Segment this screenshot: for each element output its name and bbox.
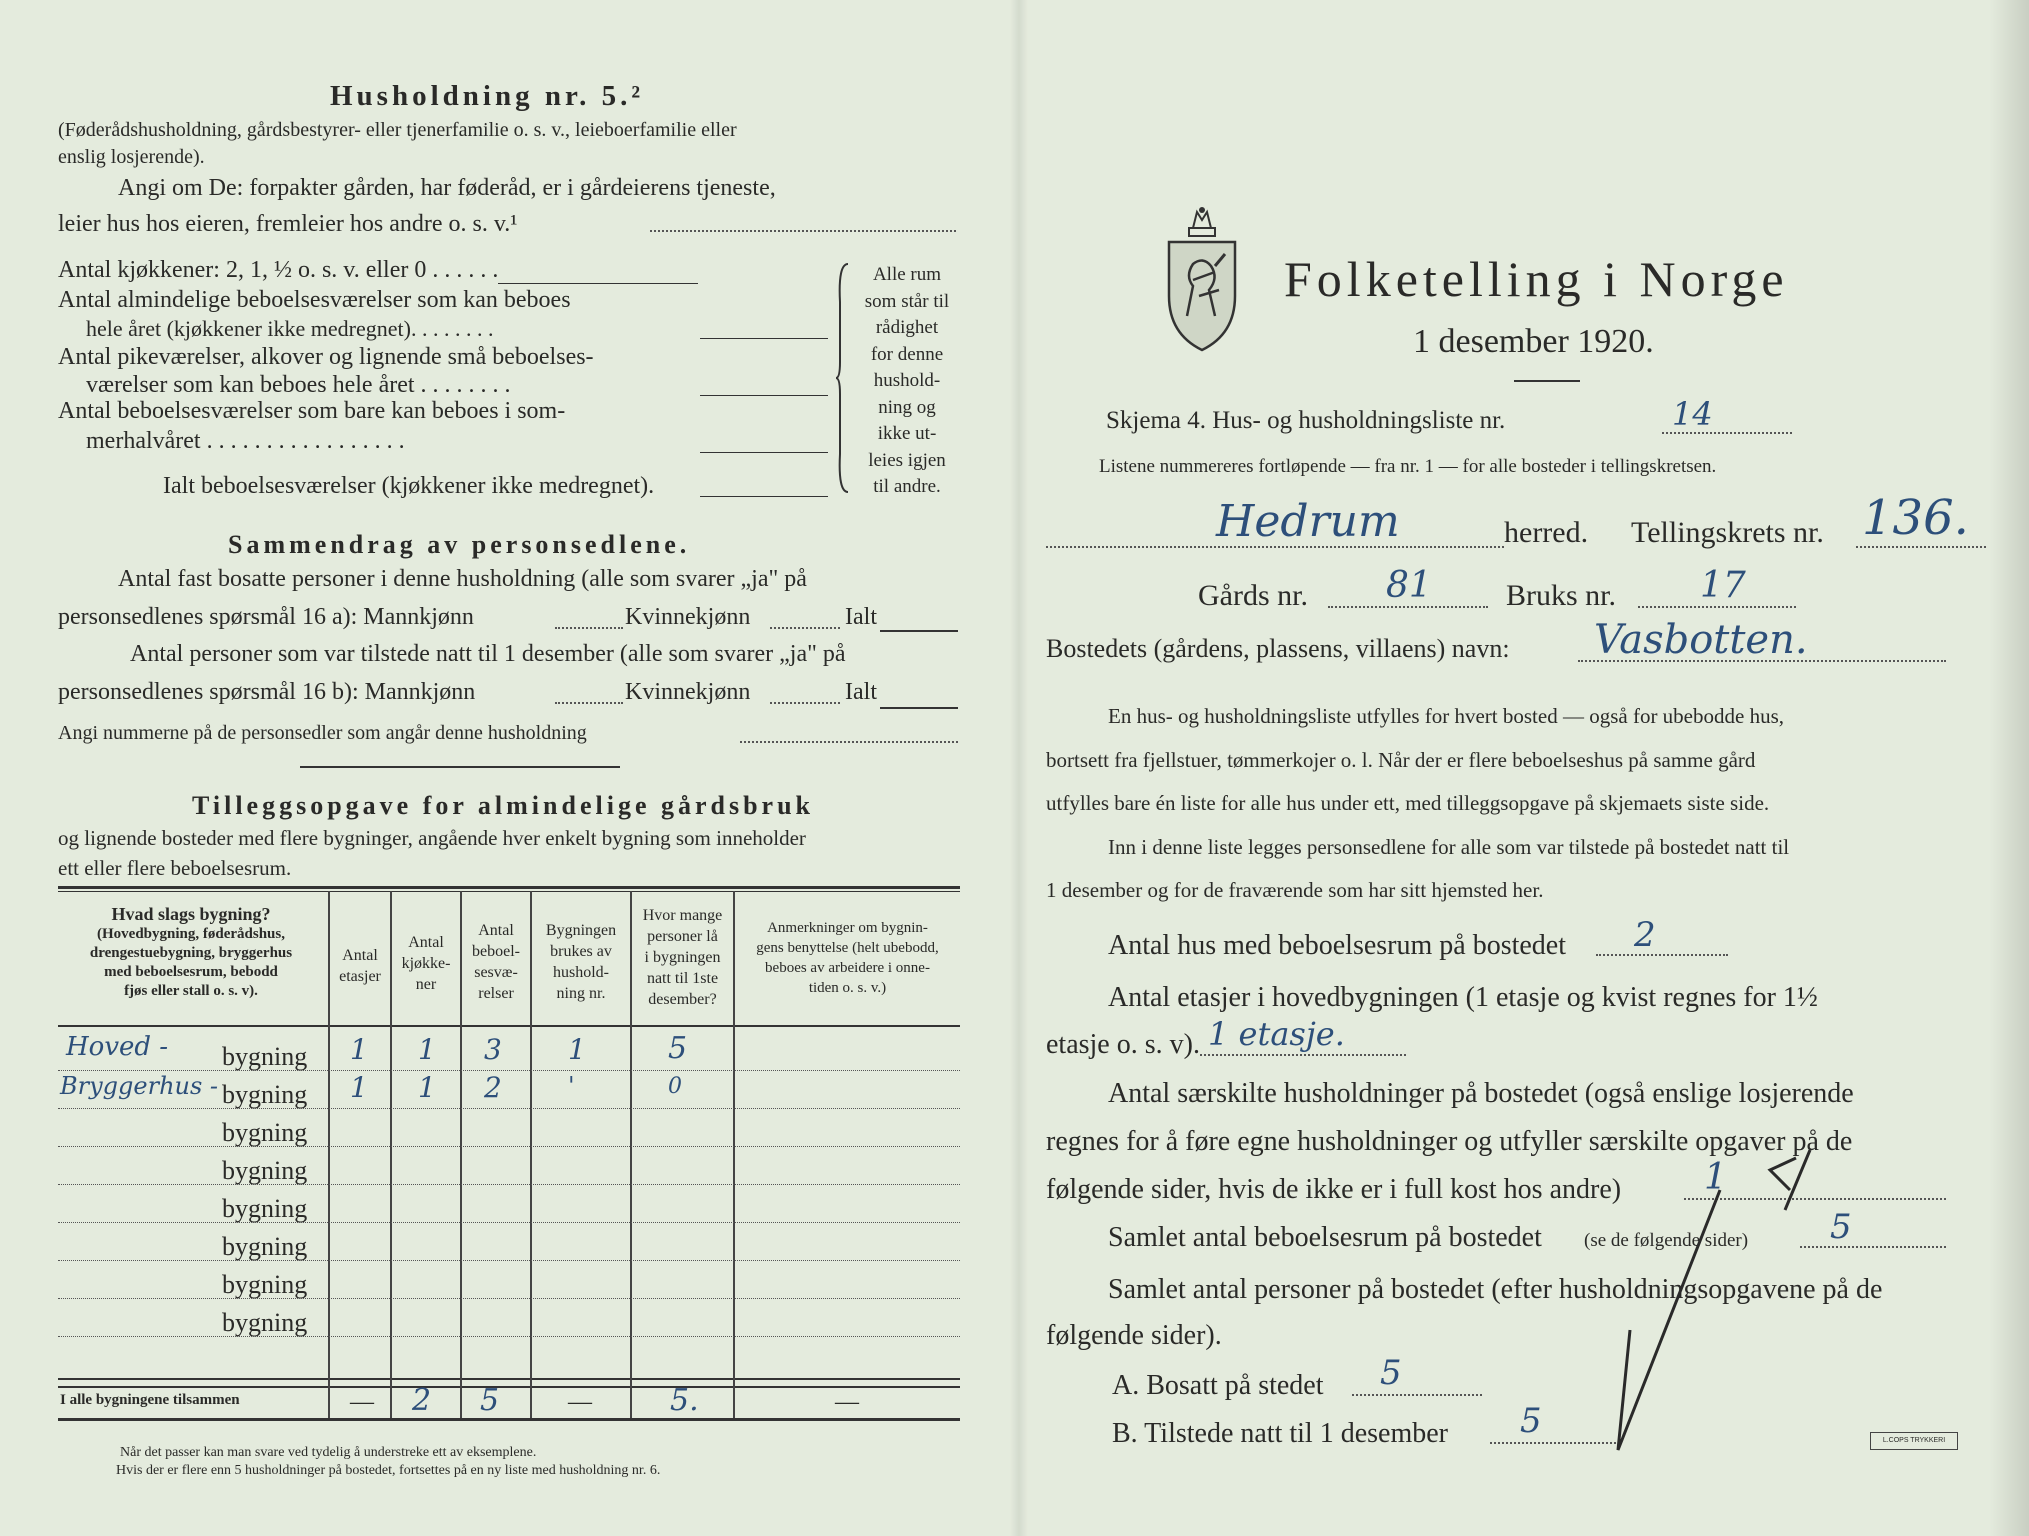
- page-fold: [1010, 0, 1028, 1536]
- rooms-total-line: [700, 496, 828, 497]
- gards-label: Gårds nr.: [1198, 579, 1308, 612]
- header-persons: [632, 905, 733, 1010]
- brace-note-line: leies igjen: [868, 449, 946, 471]
- row-kitchens: 1: [418, 1071, 436, 1104]
- skjema-label: Skjema 4. Hus- og husholdningsliste nr.: [1106, 407, 1506, 434]
- summary-resident-male-label: personsedlenes spørsmål 16 a): Mannkjønn: [58, 604, 474, 630]
- krets-line: [1856, 546, 1986, 548]
- header-line: Antal: [342, 947, 378, 964]
- bruks-value: 17: [1700, 565, 1746, 606]
- header-building-type-title: Hvad slags bygning?: [111, 904, 271, 924]
- header-kitchens: [392, 932, 460, 995]
- header-line: relser: [478, 985, 514, 1002]
- bruks-label: Bruks nr.: [1506, 579, 1617, 612]
- samlet-rum-value: 5: [1830, 1207, 1852, 1247]
- norway-coat-of-arms-icon: [1163, 206, 1241, 354]
- header-line: i bygningen: [644, 949, 721, 966]
- row-label: bygning: [222, 1080, 308, 1109]
- total-label: I alle bygningene tilsammen: [60, 1392, 240, 1408]
- table-total-top: [58, 1378, 960, 1380]
- husholdninger-label-3: følgende sider, hvis de ikke er i full kost hos andre): [1046, 1174, 1622, 1205]
- row-label: bygning: [222, 1308, 308, 1337]
- resident-total-line: [880, 630, 958, 632]
- header-line: beboel-: [472, 943, 520, 960]
- angi-line-2: leier hus hos eieren, fremleier hos andre o. s. v.¹: [58, 211, 518, 237]
- herred-value: Hedrum: [1216, 496, 1400, 547]
- tillegg-intro-2: ett eller flere beboelsesrum.: [58, 856, 292, 880]
- brace-note-line: ning og: [878, 396, 936, 418]
- samlet-personer-label-1: Samlet antal personer på bostedet (efter husholdningsopgavene på de: [1108, 1274, 1883, 1305]
- info-line-1: En hus- og husholdningsliste utfylles for hvert bosted — også for ubebodde hus,: [1108, 704, 1784, 728]
- row-label: bygning: [222, 1270, 308, 1299]
- listene-note: Listene nummereres fortløpende — fra nr. 1 — for alle bosteder i tellingskretsen.: [1099, 456, 1717, 477]
- total-rooms: 5: [480, 1383, 500, 1418]
- header-line: Anmerkninger om bygnin-: [767, 920, 928, 936]
- row-rooms: 2: [484, 1071, 502, 1104]
- header-line: Bygningen: [545, 922, 617, 939]
- etasjer-value: 1 etasje.: [1208, 1015, 1345, 1053]
- brace-note-line: for denne: [870, 343, 944, 365]
- header-rooms: [462, 920, 530, 1004]
- bruks-line: [1638, 606, 1796, 608]
- krets-value: 136.: [1862, 490, 1969, 546]
- header-line: (Hovedbygning, føderådshus,: [97, 926, 285, 942]
- husholdninger-label-2: regnes for å føre egne husholdninger og utfyller særskilte opgaver på de: [1046, 1126, 1853, 1157]
- header-building-type: [58, 903, 324, 1001]
- row-line: [58, 1298, 960, 1299]
- resident-female-line: [770, 627, 840, 629]
- tillegg-title: Tilleggsopgave for almindelige gårdsbruk: [192, 791, 815, 820]
- bosatt-value: 5: [1380, 1353, 1402, 1393]
- bosted-label: Bostedets (gårdens, plassens, villaens) navn:: [1046, 634, 1510, 663]
- total-persons: 5.: [670, 1383, 699, 1418]
- angi-line-1: Angi om De: forpakter gården, har føderåd, er i gårdeierens tjeneste,: [118, 175, 776, 201]
- summary-title: Sammendrag av personsedlene.: [228, 530, 691, 559]
- row-kitchens: 1: [418, 1033, 436, 1066]
- rooms-ordinary-2: hele året (kjøkkener ikke medregnet). . . . . . . .: [86, 316, 494, 341]
- tillegg-intro-1: og lignende bosteder med flere bygninger, angående hver enkelt bygning som inneholder: [58, 826, 806, 850]
- samlet-rum-label: Samlet antal beboelsesrum på bostedet: [1108, 1222, 1542, 1253]
- bosted-value: Vasbotten.: [1594, 617, 1808, 663]
- hus-line: [1596, 954, 1728, 956]
- header-line: hushold-: [553, 964, 609, 981]
- rooms-summer-1: Antal beboelsesværelser som bare kan beboes i som-: [58, 398, 566, 424]
- row-line: [58, 1184, 960, 1185]
- header-line: tiden o. s. v.): [808, 980, 887, 996]
- summary-numbers-label: Angi nummerne på de personsedler som angår denne husholdning: [58, 722, 587, 744]
- row-name: Hoved -: [66, 1032, 169, 1062]
- row-floors: 1: [350, 1033, 368, 1066]
- census-title: Folketelling i Norge: [1284, 251, 1789, 307]
- printer-mark: L.COPS TRYKKERI: [1870, 1432, 1958, 1450]
- rooms-ordinary-1: Antal almindelige beboelsesværelser som kan beboes: [58, 287, 571, 313]
- row-household: 1: [568, 1033, 586, 1066]
- header-floors: [330, 945, 390, 987]
- header-line: ner: [415, 976, 437, 993]
- title-divider: [1514, 380, 1580, 382]
- checkmark-pen-stroke: [1600, 1150, 1860, 1470]
- info-line-3: utfylles bare én liste for alle hus under ett, med tilleggsopgave på skjemaets siste side.: [1046, 791, 1770, 815]
- header-line: fjøs eller stall o. s. v).: [124, 983, 258, 999]
- total-floors: —: [350, 1389, 374, 1415]
- census-date: 1 desember 1920.: [1413, 323, 1654, 360]
- rooms-ordinary-line: [700, 338, 828, 339]
- header-line: drengestuebygning, bryggerhus: [89, 945, 293, 961]
- brace-note-line: ikke ut-: [877, 423, 937, 444]
- brace-note-line: hushold-: [873, 370, 941, 391]
- skjema-nr-value: 14: [1672, 395, 1713, 433]
- header-remarks: [735, 918, 960, 998]
- table-bottom-border: [58, 1418, 960, 1421]
- row-label: bygning: [222, 1232, 308, 1261]
- row-persons: 5: [668, 1031, 688, 1066]
- herred-label: herred.: [1504, 516, 1589, 549]
- row-line: [58, 1260, 960, 1261]
- row-line: [58, 1336, 960, 1337]
- row-persons: 0: [668, 1074, 682, 1099]
- header-line: ning nr.: [556, 985, 606, 1002]
- summary-resident-line-1: Antal fast bosatte personer i denne husholdning (alle som svarer „ja" på: [118, 566, 807, 592]
- row-label: bygning: [222, 1042, 308, 1071]
- brace-note-line: som står til: [864, 290, 950, 312]
- krets-label: Tellingskrets nr.: [1631, 516, 1824, 549]
- bosatt-line: [1352, 1394, 1482, 1396]
- samlet-rum-note: (se de følgende sider): [1584, 1230, 1749, 1251]
- summary-present-total-label: Ialt: [845, 679, 877, 705]
- row-household: ': [568, 1072, 575, 1100]
- rooms-brace: [834, 262, 854, 494]
- row-label: bygning: [222, 1156, 308, 1185]
- info-line-5: 1 desember og for de fraværende som har sitt hjemsted her.: [1046, 878, 1544, 902]
- row-line: [58, 1222, 960, 1223]
- total-kitchens: 2: [412, 1383, 432, 1418]
- info-line-2: bortsett fra fjellstuer, tømmerkojer o. l. Når der er flere beboelseshus på samme gård: [1046, 748, 1756, 772]
- header-line: sesvæ-: [474, 964, 518, 981]
- present-total-line: [880, 707, 958, 709]
- etasjer-label-1: Antal etasjer i hovedbygningen (1 etasje og kvist regnes for 1½: [1108, 982, 1818, 1013]
- hus-label: Antal hus med beboelsesrum på bostedet: [1108, 930, 1567, 961]
- table-top-border-inner: [58, 891, 960, 892]
- footnote-1: Når det passer kan man svare ved tydelig å understreke ett av eksemplene.: [120, 1445, 537, 1460]
- household-title: Husholdning nr. 5.²: [330, 80, 645, 112]
- header-line: Hvor mange: [642, 907, 723, 924]
- brace-note: [852, 262, 962, 501]
- brace-note-line: rådighet: [875, 317, 939, 338]
- rooms-kitchens: Antal kjøkkener: 2, 1, ½ o. s. v. eller 0 . . . . . .: [58, 257, 499, 283]
- resident-male-line: [555, 627, 623, 629]
- bosatt-label: A. Bosatt på stedet: [1112, 1370, 1324, 1401]
- row-label: bygning: [222, 1118, 308, 1147]
- etasjer-line: [1200, 1054, 1406, 1056]
- husholdninger-value: 1: [1704, 1157, 1727, 1198]
- rooms-small-1: Antal pikeværelser, alkover og lignende små beboelses-: [58, 344, 594, 370]
- summary-resident-total-label: Ialt: [845, 604, 877, 630]
- row-line: [58, 1070, 960, 1071]
- summary-resident-female-label: Kvinnekjønn: [625, 604, 751, 630]
- header-line: beboes av arbeidere i onne-: [765, 960, 930, 976]
- summary-present-female-label: Kvinnekjønn: [625, 679, 751, 705]
- header-line: med beboelsesrum, bebodd: [104, 964, 278, 980]
- household-intro-line-1: (Føderådshusholdning, gårdsbestyrer- eller tjenerfamilie o. s. v., leieboerfamilie eller: [58, 119, 737, 141]
- present-male-line: [555, 702, 623, 704]
- summary-present-male-label: personsedlenes spørsmål 16 b): Mannkjønn: [58, 679, 476, 705]
- row-line: [58, 1146, 960, 1147]
- header-line: Antal: [408, 934, 444, 951]
- present-female-line: [770, 702, 840, 704]
- table-top-border: [58, 886, 960, 889]
- brace-note-line: Alle rum: [872, 264, 942, 285]
- total-household: —: [568, 1389, 592, 1415]
- info-line-4: Inn i denne liste legges personsedlene for alle som var tilstede på bostedet natt til: [1108, 835, 1790, 859]
- angi-fill-line: [650, 230, 956, 232]
- header-line: gens benyttelse (helt ubebodd,: [756, 940, 939, 956]
- header-line: personer lå: [647, 928, 718, 945]
- gards-line: [1328, 606, 1488, 608]
- tilstede-label: B. Tilstede natt til 1 desember: [1112, 1418, 1448, 1449]
- husholdninger-label-1: Antal særskilte husholdninger på bostedet (også enslige losjerende: [1108, 1078, 1854, 1109]
- household-intro-line-2: enslig losjerende).: [58, 146, 205, 168]
- total-remarks: —: [835, 1389, 859, 1415]
- row-label: bygning: [222, 1194, 308, 1223]
- row-rooms: 3: [484, 1033, 502, 1066]
- footnote-2: Hvis der er flere enn 5 husholdninger på bostedet, fortsettes på en ny liste med husholdning nr. 6.: [116, 1463, 661, 1478]
- page-edge-shadow: [1989, 0, 2029, 1536]
- table-total-top-inner: [58, 1386, 960, 1388]
- rooms-kitchens-line: [498, 283, 698, 284]
- row-floors: 1: [350, 1071, 368, 1104]
- header-line: etasjer: [339, 968, 381, 985]
- row-name: Bryggerhus -: [60, 1072, 219, 1100]
- header-household: [532, 920, 630, 1004]
- brace-note-line: til andre.: [873, 476, 941, 497]
- header-line: desember?: [648, 991, 717, 1008]
- etasjer-label-2: etasje o. s. v).: [1046, 1029, 1200, 1060]
- table-header-bottom: [58, 1025, 960, 1027]
- gards-value: 81: [1386, 565, 1432, 606]
- tilstede-value: 5: [1520, 1401, 1542, 1441]
- header-line: natt til 1ste: [646, 970, 719, 987]
- summary-numbers-line: [740, 741, 958, 743]
- rooms-small-line: [700, 395, 828, 396]
- samlet-personer-label-2: følgende sider).: [1046, 1320, 1222, 1351]
- header-line: Antal: [478, 922, 514, 939]
- section-divider: [300, 766, 620, 768]
- hus-value: 2: [1634, 915, 1656, 955]
- rooms-total: Ialt beboelsesværelser (kjøkkener ikke medregnet).: [163, 473, 655, 499]
- rooms-small-2: værelser som kan beboes hele året . . . . . . . .: [86, 372, 511, 398]
- summary-present-line-1: Antal personer som var tilstede natt til 1 desember (alle som svarer „ja" på: [130, 641, 846, 667]
- rooms-summer-line: [700, 452, 828, 453]
- header-line: kjøkke-: [401, 955, 451, 972]
- rooms-summer-2: merhalvåret . . . . . . . . . . . . . . . . .: [86, 428, 405, 454]
- header-line: brukes av: [550, 943, 612, 960]
- row-line: [58, 1108, 960, 1109]
